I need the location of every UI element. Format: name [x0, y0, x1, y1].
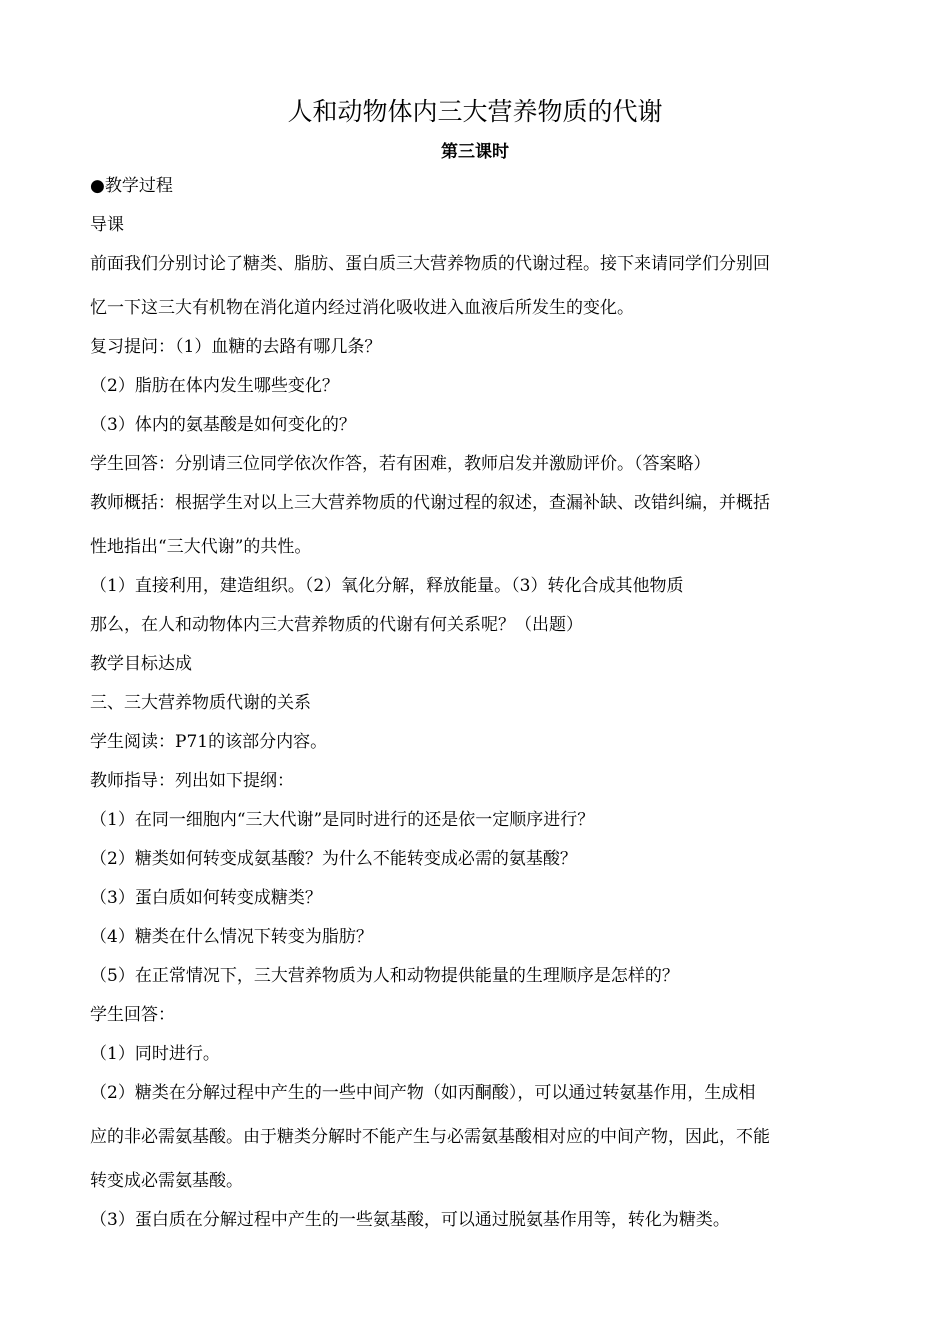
review-question: （3）体内的氨基酸是如何变化的？ [90, 415, 356, 435]
paragraph-line: 学生回答： [90, 1005, 175, 1025]
paragraph-line: 那么，在人和动物体内三大营养物质的代谢有何关系呢？（出题） [90, 615, 583, 635]
section-heading-objectives: 教学目标达成 [90, 654, 192, 674]
answer-item: 转变成必需氨基酸。 [90, 1171, 243, 1191]
answer-item: （1）同时进行。 [90, 1044, 220, 1064]
answer-item: 应的非必需氨基酸。由于糖类分解时不能产生与必需氨基酸相对应的中间产物，因此，不能 [90, 1127, 770, 1147]
paragraph-line: （1）直接利用，建造组织。（2）氧化分解，释放能量。（3）转化合成其他物质 [90, 576, 684, 596]
answer-item: （2）糖类在分解过程中产生的一些中间产物（如丙酮酸），可以通过转氨基作用，生成相 [90, 1083, 756, 1103]
review-question: （2）脂肪在体内发生哪些变化？ [90, 376, 339, 396]
paragraph-line: 教师概括：根据学生对以上三大营养物质的代谢过程的叙述，查漏补缺、改错纠编，并概括 [90, 493, 770, 513]
section-heading-teaching-process: ●教学过程 [90, 176, 173, 196]
outline-item: （3）蛋白质如何转变成糖类？ [90, 888, 322, 908]
paragraph-line: 前面我们分别讨论了糖类、脂肪、蛋白质三大营养物质的代谢过程。接下来请同学们分别回 [90, 254, 770, 274]
outline-item: （2）糖类如何转变成氨基酸？为什么不能转变成必需的氨基酸？ [90, 849, 577, 869]
review-question: 复习提问：（1）血糖的去路有哪几条？ [90, 337, 382, 357]
outline-item: （4）糖类在什么情况下转变为脂肪？ [90, 927, 373, 947]
section-heading-relations: 三、三大营养物质代谢的关系 [90, 693, 311, 713]
document-body [90, 172, 860, 1245]
paragraph-line: 性地指出“三大代谢”的共性。 [90, 537, 312, 557]
paragraph-line: 学生阅读：P71的该部分内容。 [90, 732, 328, 752]
document-subtitle: 第三课时 [441, 142, 509, 162]
outline-item: （1）在同一细胞内“三大代谢”是同时进行的还是依一定顺序进行？ [90, 810, 595, 830]
document-title: 人和动物体内三大营养物质的代谢 [287, 97, 663, 126]
paragraph-line: 教师指导：列出如下提纲： [90, 771, 294, 791]
paragraph-line: 忆一下这三大有机物在消化道内经过消化吸收进入血液后所发生的变化。 [90, 298, 634, 318]
paragraph-line: 学生回答：分别请三位同学依次作答，若有困难，教师启发并激励评价。（答案略） [90, 454, 711, 474]
answer-item: （3）蛋白质在分解过程中产生的一些氨基酸，可以通过脱氨基作用等，转化为糖类。 [90, 1210, 730, 1230]
outline-item: （5）在正常情况下，三大营养物质为人和动物提供能量的生理顺序是怎样的？ [90, 966, 679, 986]
section-heading-intro: 导课 [90, 215, 124, 235]
